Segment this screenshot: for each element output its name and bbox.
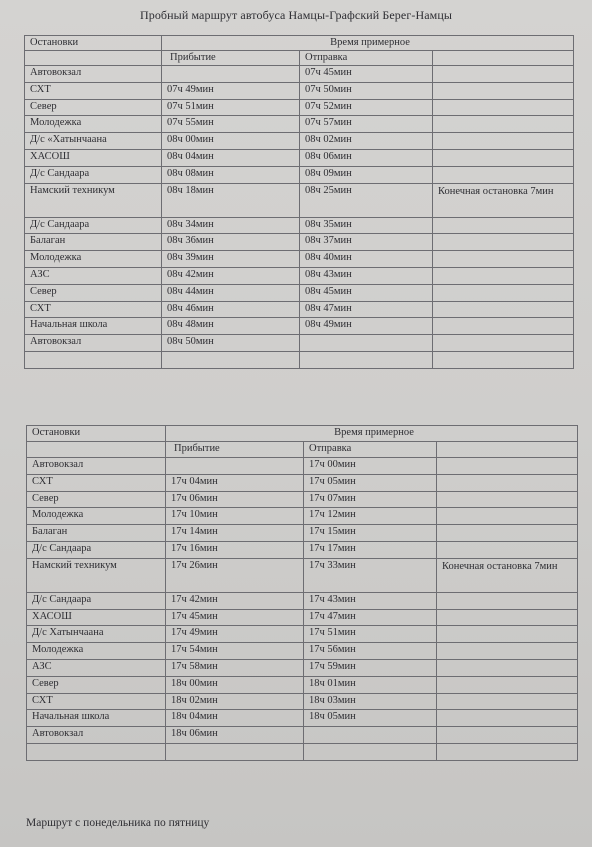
stop-cell: СХТ <box>27 693 166 710</box>
stop-cell: Д/с Сандаара <box>27 541 166 558</box>
departure-cell: 07ч 50мин <box>300 82 433 99</box>
note-cell <box>433 351 574 368</box>
departure-cell: 08ч 25мин <box>300 183 433 217</box>
departure-cell: 17ч 00мин <box>304 458 437 475</box>
table-row <box>27 710 578 727</box>
departure-cell: 18ч 05мин <box>304 710 437 727</box>
note-cell <box>437 609 578 626</box>
note-cell <box>433 82 574 99</box>
departure-cell: 08ч 35мин <box>300 217 433 234</box>
table-row <box>25 335 574 352</box>
arrival-cell: 17ч 26мин <box>166 558 304 592</box>
footer-note: Маршрут с понедельника по пятницу <box>26 817 210 829</box>
arrival-cell: 17ч 16мин <box>166 541 304 558</box>
header-blank-cell <box>27 442 166 458</box>
stop-cell: Д/с Сандаара <box>27 592 166 609</box>
note-cell <box>437 525 578 542</box>
note-cell <box>433 301 574 318</box>
stop-cell <box>25 351 162 368</box>
arrival-cell: 17ч 42мин <box>166 592 304 609</box>
departure-cell: 08ч 09мин <box>300 166 433 183</box>
table-row <box>25 351 574 368</box>
arrival-cell: 17ч 06мин <box>166 491 304 508</box>
table-row <box>25 149 574 166</box>
table-row <box>27 609 578 626</box>
table-row <box>25 133 574 150</box>
arrival-cell: 08ч 42мин <box>162 267 300 284</box>
departure-cell: 07ч 52мин <box>300 99 433 116</box>
header-time: Время примерное <box>166 426 578 442</box>
note-cell <box>437 592 578 609</box>
table-row <box>25 284 574 301</box>
departure-cell: 17ч 59мин <box>304 659 437 676</box>
arrival-cell: 08ч 39мин <box>162 251 300 268</box>
table-row <box>27 676 578 693</box>
header-arrival: Прибытие <box>162 51 300 66</box>
stop-cell: Автовокзал <box>27 458 166 475</box>
departure-cell: 17ч 33мин <box>304 558 437 592</box>
departure-cell: 08ч 47мин <box>300 301 433 318</box>
note-cell <box>437 710 578 727</box>
stop-cell: Начальная школа <box>25 318 162 335</box>
departure-cell: 08ч 06мин <box>300 149 433 166</box>
departure-cell: 17ч 05мин <box>304 474 437 491</box>
table-row <box>27 743 578 760</box>
stop-cell: Север <box>25 99 162 116</box>
table-row <box>25 301 574 318</box>
stop-cell: Север <box>27 491 166 508</box>
departure-cell: 08ч 45мин <box>300 284 433 301</box>
departure-cell: 08ч 40мин <box>300 251 433 268</box>
header-departure: Отправка <box>304 442 437 458</box>
stop-cell: ХАСОШ <box>25 149 162 166</box>
document-title: Пробный маршрут автобуса Намцы-Графский Берег-Намцы <box>139 8 453 22</box>
stop-cell: Автовокзал <box>25 335 162 352</box>
arrival-cell: 17ч 45мин <box>166 609 304 626</box>
departure-cell <box>304 743 437 760</box>
arrival-cell: 08ч 46мин <box>162 301 300 318</box>
table-row <box>25 251 574 268</box>
table-row <box>25 166 574 183</box>
table-subheader-row <box>25 51 574 66</box>
table-row <box>27 693 578 710</box>
arrival-cell: 17ч 58мин <box>166 659 304 676</box>
note-cell: Конечная остановка 7мин <box>437 558 578 592</box>
note-cell <box>433 251 574 268</box>
note-cell <box>433 99 574 116</box>
table-row <box>27 491 578 508</box>
stop-cell: Молодежка <box>25 116 162 133</box>
stop-cell: Д/с «Хатынчаана <box>25 133 162 150</box>
departure-cell: 07ч 45мин <box>300 66 433 83</box>
header-stops: Остановки <box>27 426 166 442</box>
arrival-cell <box>162 351 300 368</box>
departure-cell: 17ч 15мин <box>304 525 437 542</box>
departure-cell: 08ч 43мин <box>300 267 433 284</box>
arrival-cell: 08ч 00мин <box>162 133 300 150</box>
header-time: Время примерное <box>162 36 574 51</box>
table-row <box>27 458 578 475</box>
table-row <box>27 474 578 491</box>
table-row <box>27 558 578 592</box>
arrival-cell <box>166 743 304 760</box>
departure-cell: 17ч 17мин <box>304 541 437 558</box>
arrival-cell: 07ч 55мин <box>162 116 300 133</box>
note-cell <box>437 474 578 491</box>
note-cell <box>433 116 574 133</box>
stop-cell: Молодежка <box>25 251 162 268</box>
table-row <box>25 318 574 335</box>
note-cell <box>433 149 574 166</box>
note-cell <box>437 458 578 475</box>
note-cell <box>433 133 574 150</box>
departure-cell <box>300 335 433 352</box>
table-row <box>25 183 574 217</box>
stop-cell: Балаган <box>25 234 162 251</box>
table-row <box>27 508 578 525</box>
arrival-cell: 07ч 49мин <box>162 82 300 99</box>
arrival-cell: 08ч 44мин <box>162 284 300 301</box>
table-row <box>27 643 578 660</box>
arrival-cell: 17ч 04мин <box>166 474 304 491</box>
arrival-cell: 08ч 36мин <box>162 234 300 251</box>
table-row <box>25 99 574 116</box>
stop-cell: Север <box>27 676 166 693</box>
arrival-cell: 18ч 04мин <box>166 710 304 727</box>
note-cell <box>433 234 574 251</box>
table-row <box>25 217 574 234</box>
note-cell <box>433 166 574 183</box>
arrival-cell: 17ч 54мин <box>166 643 304 660</box>
header-stops: Остановки <box>25 36 162 51</box>
arrival-cell <box>166 458 304 475</box>
arrival-cell: 18ч 02мин <box>166 693 304 710</box>
arrival-cell: 08ч 34мин <box>162 217 300 234</box>
header-arrival: Прибытие <box>166 442 304 458</box>
stop-cell: АЗС <box>27 659 166 676</box>
note-cell <box>433 217 574 234</box>
note-cell: Конечная остановка 7мин <box>433 183 574 217</box>
stop-cell: АЗС <box>25 267 162 284</box>
table-subheader-row <box>27 442 578 458</box>
stop-cell: ХАСОШ <box>27 609 166 626</box>
note-cell <box>437 491 578 508</box>
stop-cell: Балаган <box>27 525 166 542</box>
note-cell <box>433 335 574 352</box>
header-blank-cell <box>437 442 578 458</box>
stop-cell: СХТ <box>25 301 162 318</box>
arrival-cell: 08ч 48мин <box>162 318 300 335</box>
table-header-row <box>27 426 578 442</box>
stop-cell: СХТ <box>25 82 162 99</box>
arrival-cell: 08ч 08мин <box>162 166 300 183</box>
arrival-cell: 17ч 10мин <box>166 508 304 525</box>
stop-cell: Д/с Сандаара <box>25 166 162 183</box>
table-row <box>25 82 574 99</box>
note-cell <box>437 643 578 660</box>
table-row <box>27 626 578 643</box>
stop-cell: Автовокзал <box>25 66 162 83</box>
stop-cell: Север <box>25 284 162 301</box>
departure-cell <box>304 727 437 744</box>
table-row <box>25 116 574 133</box>
arrival-cell: 08ч 04мин <box>162 149 300 166</box>
note-cell <box>433 318 574 335</box>
stop-cell: Намский техникум <box>25 183 162 217</box>
header-blank-cell <box>433 51 574 66</box>
arrival-cell: 08ч 50мин <box>162 335 300 352</box>
stop-cell: СХТ <box>27 474 166 491</box>
table-row <box>27 727 578 744</box>
departure-cell: 08ч 37мин <box>300 234 433 251</box>
departure-cell: 17ч 07мин <box>304 491 437 508</box>
departure-cell: 17ч 12мин <box>304 508 437 525</box>
note-cell <box>437 693 578 710</box>
note-cell <box>433 66 574 83</box>
morning-schedule-table <box>24 35 574 369</box>
arrival-cell: 18ч 00мин <box>166 676 304 693</box>
departure-cell: 08ч 02мин <box>300 133 433 150</box>
header-blank-cell <box>25 51 162 66</box>
departure-cell: 18ч 03мин <box>304 693 437 710</box>
arrival-cell: 17ч 49мин <box>166 626 304 643</box>
table-row <box>27 525 578 542</box>
departure-cell: 17ч 56мин <box>304 643 437 660</box>
stop-cell: Молодежка <box>27 643 166 660</box>
stop-cell: Намский техникум <box>27 558 166 592</box>
arrival-cell: 08ч 18мин <box>162 183 300 217</box>
table-row <box>25 66 574 83</box>
table-row <box>25 267 574 284</box>
departure-cell: 17ч 43мин <box>304 592 437 609</box>
departure-cell: 08ч 49мин <box>300 318 433 335</box>
stop-cell <box>27 743 166 760</box>
table-row <box>27 541 578 558</box>
departure-cell: 17ч 47мин <box>304 609 437 626</box>
stop-cell: Автовокзал <box>27 727 166 744</box>
note-cell <box>433 267 574 284</box>
table-row <box>25 234 574 251</box>
arrival-cell: 17ч 14мин <box>166 525 304 542</box>
departure-cell: 07ч 57мин <box>300 116 433 133</box>
table-row <box>27 592 578 609</box>
arrival-cell: 18ч 06мин <box>166 727 304 744</box>
note-cell <box>437 676 578 693</box>
stop-cell: Д/с Хатынчаана <box>27 626 166 643</box>
table-row <box>27 659 578 676</box>
header-departure: Отправка <box>300 51 433 66</box>
stop-cell: Молодежка <box>27 508 166 525</box>
stop-cell: Начальная школа <box>27 710 166 727</box>
note-cell <box>437 508 578 525</box>
stop-cell: Д/с Сандаара <box>25 217 162 234</box>
table-header-row <box>25 36 574 51</box>
departure-cell: 17ч 51мин <box>304 626 437 643</box>
note-cell <box>437 626 578 643</box>
arrival-cell: 07ч 51мин <box>162 99 300 116</box>
evening-schedule-table <box>26 425 578 761</box>
departure-cell: 18ч 01мин <box>304 676 437 693</box>
note-cell <box>437 743 578 760</box>
departure-cell <box>300 351 433 368</box>
arrival-cell <box>162 66 300 83</box>
note-cell <box>437 541 578 558</box>
note-cell <box>437 659 578 676</box>
note-cell <box>433 284 574 301</box>
note-cell <box>437 727 578 744</box>
